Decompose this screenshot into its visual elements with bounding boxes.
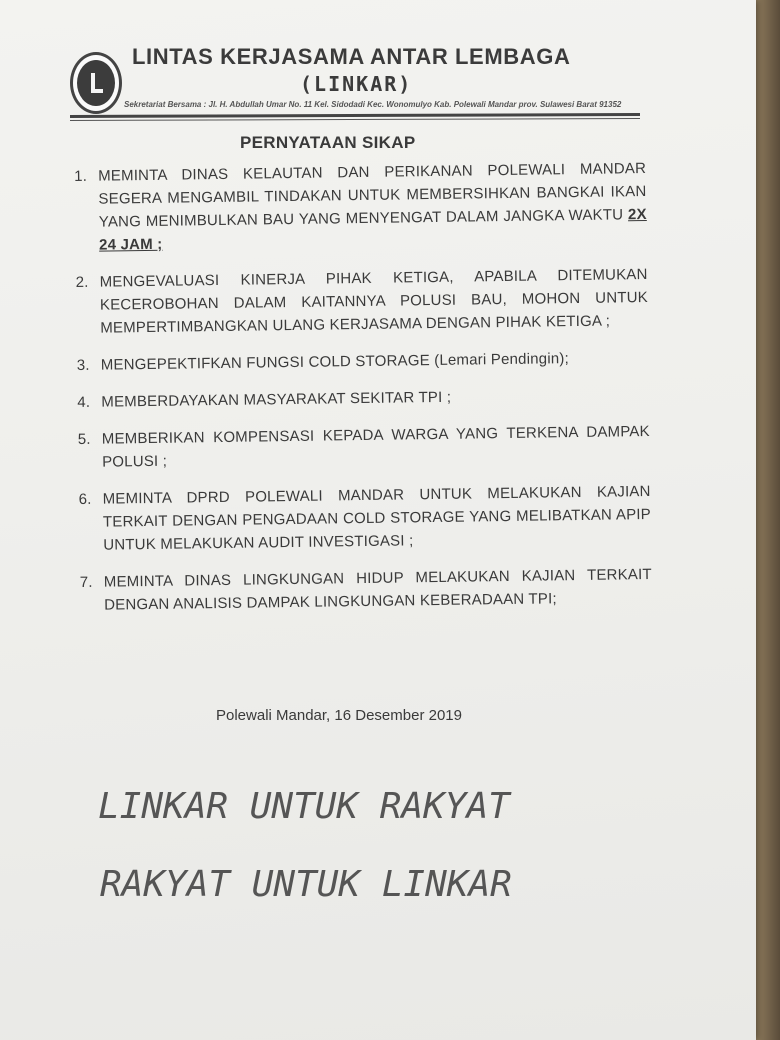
item-text: MEMBERDAYAKAN MASYARAKAT SEKITAR TPI ; <box>101 388 452 411</box>
statement-item <box>78 420 651 474</box>
document-title: PERNYATAAN SIKAP <box>240 133 416 152</box>
item-number: 4. <box>77 393 91 411</box>
logo-l-glyph <box>85 70 107 96</box>
item-number: 6. <box>78 490 92 508</box>
item-number: 3. <box>76 356 90 374</box>
statement-item <box>74 157 647 257</box>
item-text-body: MEMINTA DINAS KELAUTAN DAN PERIKANAN POLEWALI MANDAR SEGERA MENGAMBIL TINDAKAN UNTUK MEMBERSIHKAN BANGKAI IKAN YANG MENIMBULKAN BAU YANG MENYENGAT DALAM JANGKA WAKTU <box>98 160 647 231</box>
statement-item <box>80 563 653 617</box>
place-date: Polewali Mandar, 16 Desember 2019 <box>216 707 462 724</box>
statement-item <box>79 480 652 557</box>
item-number: 2. <box>75 273 89 291</box>
item-text: MEMINTA DPRD POLEWALI MANDAR UNTUK MELAKUKAN KAJIAN TERKAIT DENGAN PENGADAAN COLD STORAGE YANG MELIBATKAN APIP UNTUK MELAKUKAN AUDIT INVESTIGASI ; <box>102 482 652 554</box>
header-divider-thick <box>70 113 640 118</box>
org-abbrev: (LINKAR) <box>300 72 413 96</box>
item-text <box>98 157 647 257</box>
organization-logo <box>70 52 122 114</box>
statement-list <box>74 157 652 617</box>
logo-emblem <box>77 60 115 106</box>
org-address: Sekretariat Bersama : Jl. H. Abdullah Umar No. 11 Kel. Sidodadi Kec. Wonomulyo Kab. Polewali Mandar prov. Sulawesi Barat 91352 <box>124 100 622 109</box>
item-number: 7. <box>79 573 93 591</box>
item-deadline: 2X 24 JAM ; <box>99 206 647 254</box>
item-text: MEMBERIKAN KOMPENSASI KEPADA WARGA YANG TERKENA DAMPAK POLUSI ; <box>101 422 650 471</box>
statement-item <box>77 346 649 377</box>
header-divider-thin <box>70 118 640 121</box>
org-name: LINTAS KERJASAMA ANTAR LEMBAGA <box>132 44 571 69</box>
slogan-line-1: LINKAR UNTUK RAKYAT <box>98 786 510 827</box>
item-number: 5. <box>77 430 91 448</box>
item-text: MENGEPEKTIFKAN FUNGSI COLD STORAGE (Lemari Pendingin); <box>100 350 570 374</box>
item-number: 1. <box>74 167 88 185</box>
item-text: MENGEVALUASI KINERJA PIHAK KETIGA, APABILA DITEMUKAN KECEROBOHAN DALAM KAITANNYA POLUSI BAU, MOHON UNTUK MEMPERTIMBANGKAN ULANG KERJASAMA DENGAN PIHAK KETIGA ; <box>99 266 649 337</box>
item-text: MEMINTA DINAS LINGKUNGAN HIDUP MELAKUKAN KAJIAN TERKAIT DENGAN ANALISIS DAMPAK LINGKUNGAN KEBERADAAN TPI; <box>103 565 652 614</box>
slogan-line-2: RAKYAT UNTUK LINKAR <box>100 864 512 905</box>
statement-item <box>77 383 649 414</box>
statement-item <box>75 263 648 340</box>
